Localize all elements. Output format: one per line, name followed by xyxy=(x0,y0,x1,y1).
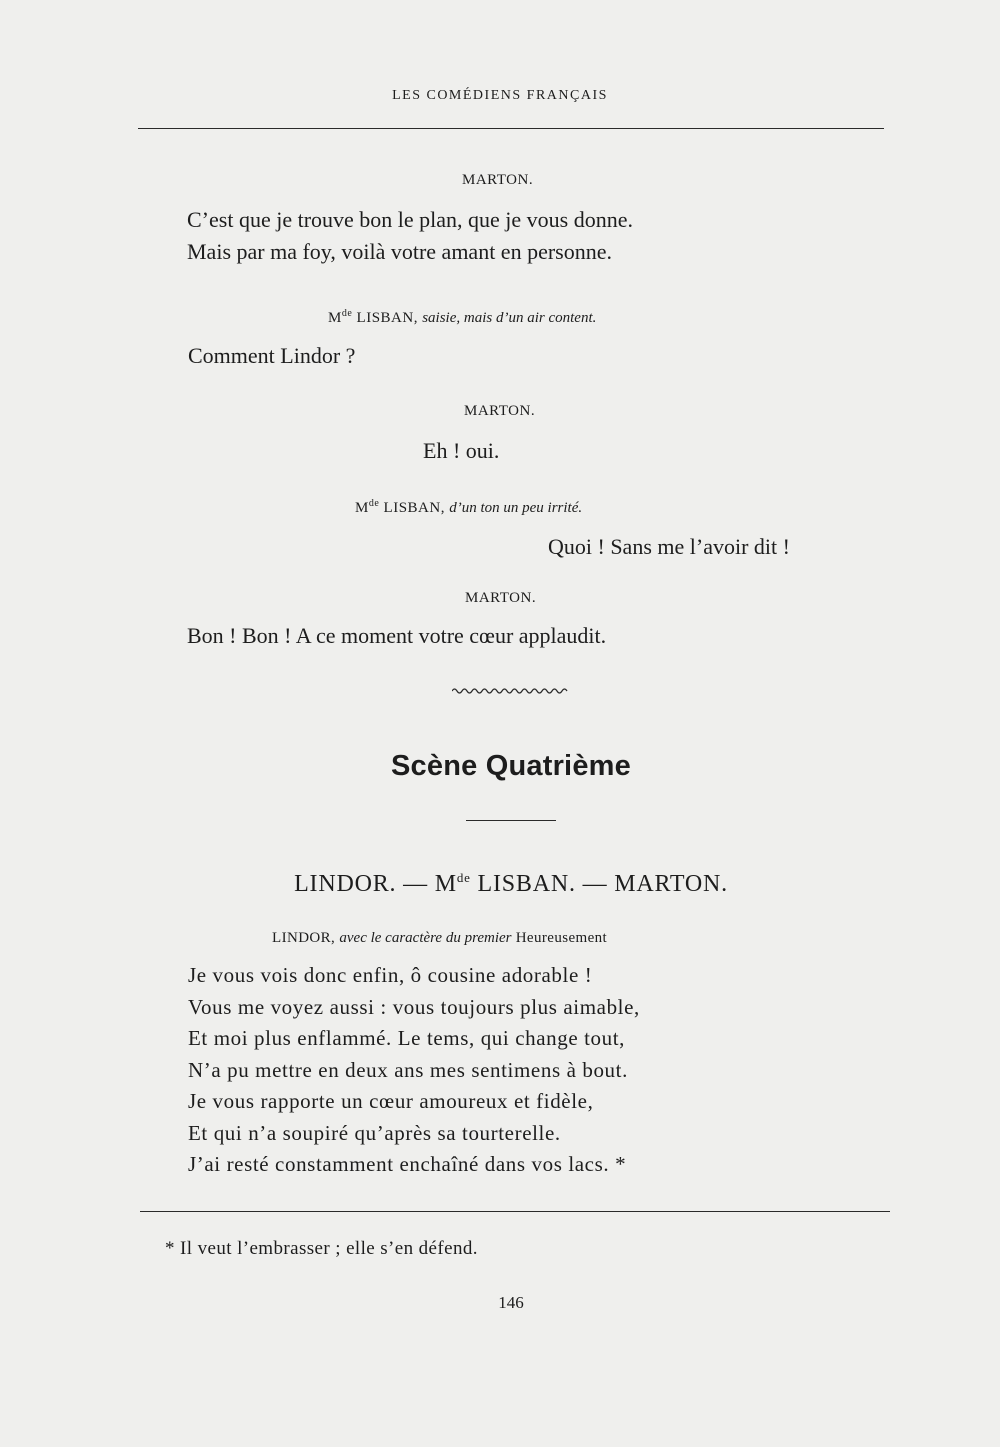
page-number: 146 xyxy=(498,1293,524,1312)
verse-line: Eh ! oui. xyxy=(423,438,500,463)
verse-line: N’a pu mettre en deux ans mes sentimens à bout. xyxy=(188,1057,628,1082)
stage-direction: saisie, mais d’un air content. xyxy=(422,310,597,326)
verse-line: Et moi plus enflammé. Le tems, qui change tout, xyxy=(188,1026,626,1050)
characters-superscript: de xyxy=(456,870,471,885)
stage-direction-italic: avec le caractère du premier xyxy=(339,930,512,946)
speaker-name: LISBAN, xyxy=(356,310,418,326)
speaker-superscript: de xyxy=(341,308,353,319)
speaker-marton-1: MARTON. xyxy=(462,172,534,188)
verse-line: Vous me voyez aussi : vous toujours plus aimable, xyxy=(188,994,640,1019)
verse-line: C’est que je trouve bon le plan, que je vous donne. xyxy=(187,207,634,232)
scene-title: Scène Quatrième xyxy=(391,750,631,782)
character-list xyxy=(0,870,1000,898)
speaker-lisban-1 xyxy=(328,308,596,327)
speaker-lisban-2 xyxy=(355,498,582,517)
speaker-superscript: de xyxy=(368,498,380,509)
verse-line: Bon ! Bon ! A ce moment votre cœur applaudit. xyxy=(187,623,607,648)
stage-direction-tail: Heureusement xyxy=(515,930,608,946)
speaker-prefix: M xyxy=(355,500,369,516)
verse-line: Je vous vois donc enfin, ô cousine adorable ! xyxy=(188,963,593,987)
running-head: LES COMÉDIENS FRANÇAIS xyxy=(392,88,608,103)
scene-rule xyxy=(466,820,556,821)
verse-line: Et qui n’a soupiré qu’après sa tourterelle. xyxy=(188,1120,561,1145)
verse-line: Mais par ma foy, voilà votre amant en personne. xyxy=(187,239,612,264)
header-rule xyxy=(138,128,884,129)
verse-line: Comment Lindor ? xyxy=(188,343,356,368)
verse-block xyxy=(188,960,640,1181)
speaker-name: LINDOR, xyxy=(272,930,336,946)
speaker-name: LISBAN, xyxy=(383,500,445,516)
wavy-ornament xyxy=(452,686,570,696)
speaker-prefix: M xyxy=(328,310,342,326)
verse-line: Quoi ! Sans me l’avoir dit ! xyxy=(548,534,790,559)
footnote: * Il veut l’embrasser ; elle s’en défend. xyxy=(165,1238,478,1259)
speaker-marton-2: MARTON. xyxy=(464,403,536,419)
speaker-marton-3: MARTON. xyxy=(465,590,537,606)
stage-direction: d’un ton un peu irrité. xyxy=(449,500,583,516)
characters-part2: LISBAN. — MARTON. xyxy=(470,871,728,897)
stage-direction-lindor xyxy=(272,930,607,947)
footnote-rule xyxy=(140,1211,890,1212)
verse-line: Je vous rapporte un cœur amoureux et fidèle, xyxy=(188,1089,594,1113)
verse-line: J’ai resté constamment enchaîné dans vos lacs. * xyxy=(188,1152,627,1176)
characters-part1: LINDOR. — M xyxy=(294,871,457,897)
